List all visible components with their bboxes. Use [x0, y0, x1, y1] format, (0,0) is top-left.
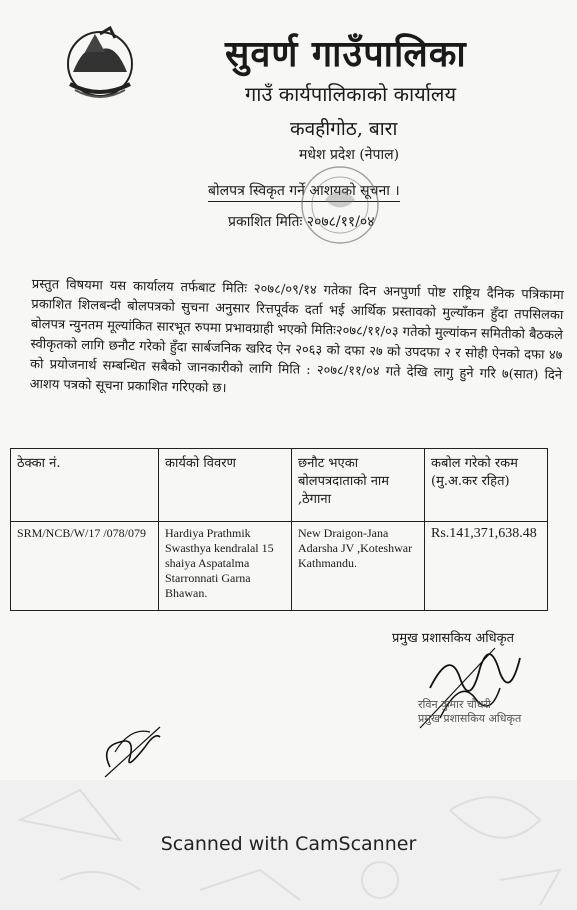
notice-subject: बोलपत्र स्विकृत गर्ने आशयको सूचना ।	[208, 181, 400, 202]
second-signature	[95, 712, 170, 780]
col-header-contract-no: ठेक्का नं.	[11, 449, 159, 522]
camscanner-watermark: Scanned with CamScanner	[160, 833, 417, 855]
signatory-stamp-title: प्रमुख प्रशासकिय अधिकृत	[418, 712, 522, 725]
notice-body: प्रस्तुत विषयमा यस कार्यालय तर्फबाट मितिः २०७८/०९/१४ गतेका दिन अनपुर्णा पोष्ट राष्ट्रिय दैनिक पत्रिकामा प्रकाशित शिलबन्दी बोलपत्रको सुचना अनुसार रित्तपूर्वक दर्ता भई आर्थिक प्रस्तावको मुल्याँकन हुँदा तपसिलका बोलपत्र न्युनतम मूल्यांकित सारभूत रुपमा प्रभावग्राही भएको मितिः२०७८/११/०३ गतेको मुल्यांकन समितीको बैठकले स्वीकृतको लागि छनौट गरेको हुँदा सार्बजनिक खरिद ऐन २०६३ को दफा २७ को उपदफा २ र सोही ऐनको दफा ४७ को प्रयोजनार्थ सम्बन्धित सबैको जानकारीको लागि मिति : २०७८/११/०४ गते देखि लागु हुने गरि ७(सात) दिने आशय पत्रको सूचना प्रकाशित गरिएको छ।	[29, 276, 564, 397]
col-header-bidder-name: छनौट भएका बोलपत्रदाताको नाम ,ठेगाना	[292, 449, 425, 522]
cell-bid-amount: Rs.141,371,638.48	[425, 522, 548, 611]
nepal-emblem-logo	[55, 22, 145, 102]
table-row	[11, 522, 548, 611]
office-stamp	[285, 160, 395, 250]
province-name: मधेश प्रदेश (नेपाल)	[299, 147, 400, 163]
office-location: कवहीगोठ, बारा	[290, 118, 398, 140]
municipality-name: सुवर्ण गाउँपालिका	[225, 33, 467, 75]
signatory-stamp	[418, 698, 521, 726]
signatory-title: प्रमुख प्रशासकिय अधिकृत	[392, 631, 515, 646]
col-header-bid-amount: कबोल गरेको रकम (मु.अ.कर रहित)	[425, 449, 548, 522]
cell-contract-no: SRM/NCB/W/17 /078/079	[11, 522, 159, 611]
table-header-row	[11, 449, 548, 522]
award-table	[10, 448, 548, 611]
cell-bidder-name: New Draigon-Jana Adarsha JV ,Koteshwar Kathmandu.	[292, 522, 425, 611]
cell-work-description: Hardiya Prathmik Swasthya kendralal 15 shaiya Aspatalma Starronnati Garna Bhawan.	[159, 522, 292, 611]
signatory-name: रविन कुमार चौधरी	[418, 698, 491, 711]
published-date: प्रकाशित मितिः २०७८/११/०४	[228, 214, 375, 230]
office-name: गाउँ कार्यपालिकाको कार्यालय	[245, 82, 457, 106]
scanner-footer	[0, 780, 577, 910]
col-header-work-description: कार्यको विवरण	[159, 449, 292, 522]
